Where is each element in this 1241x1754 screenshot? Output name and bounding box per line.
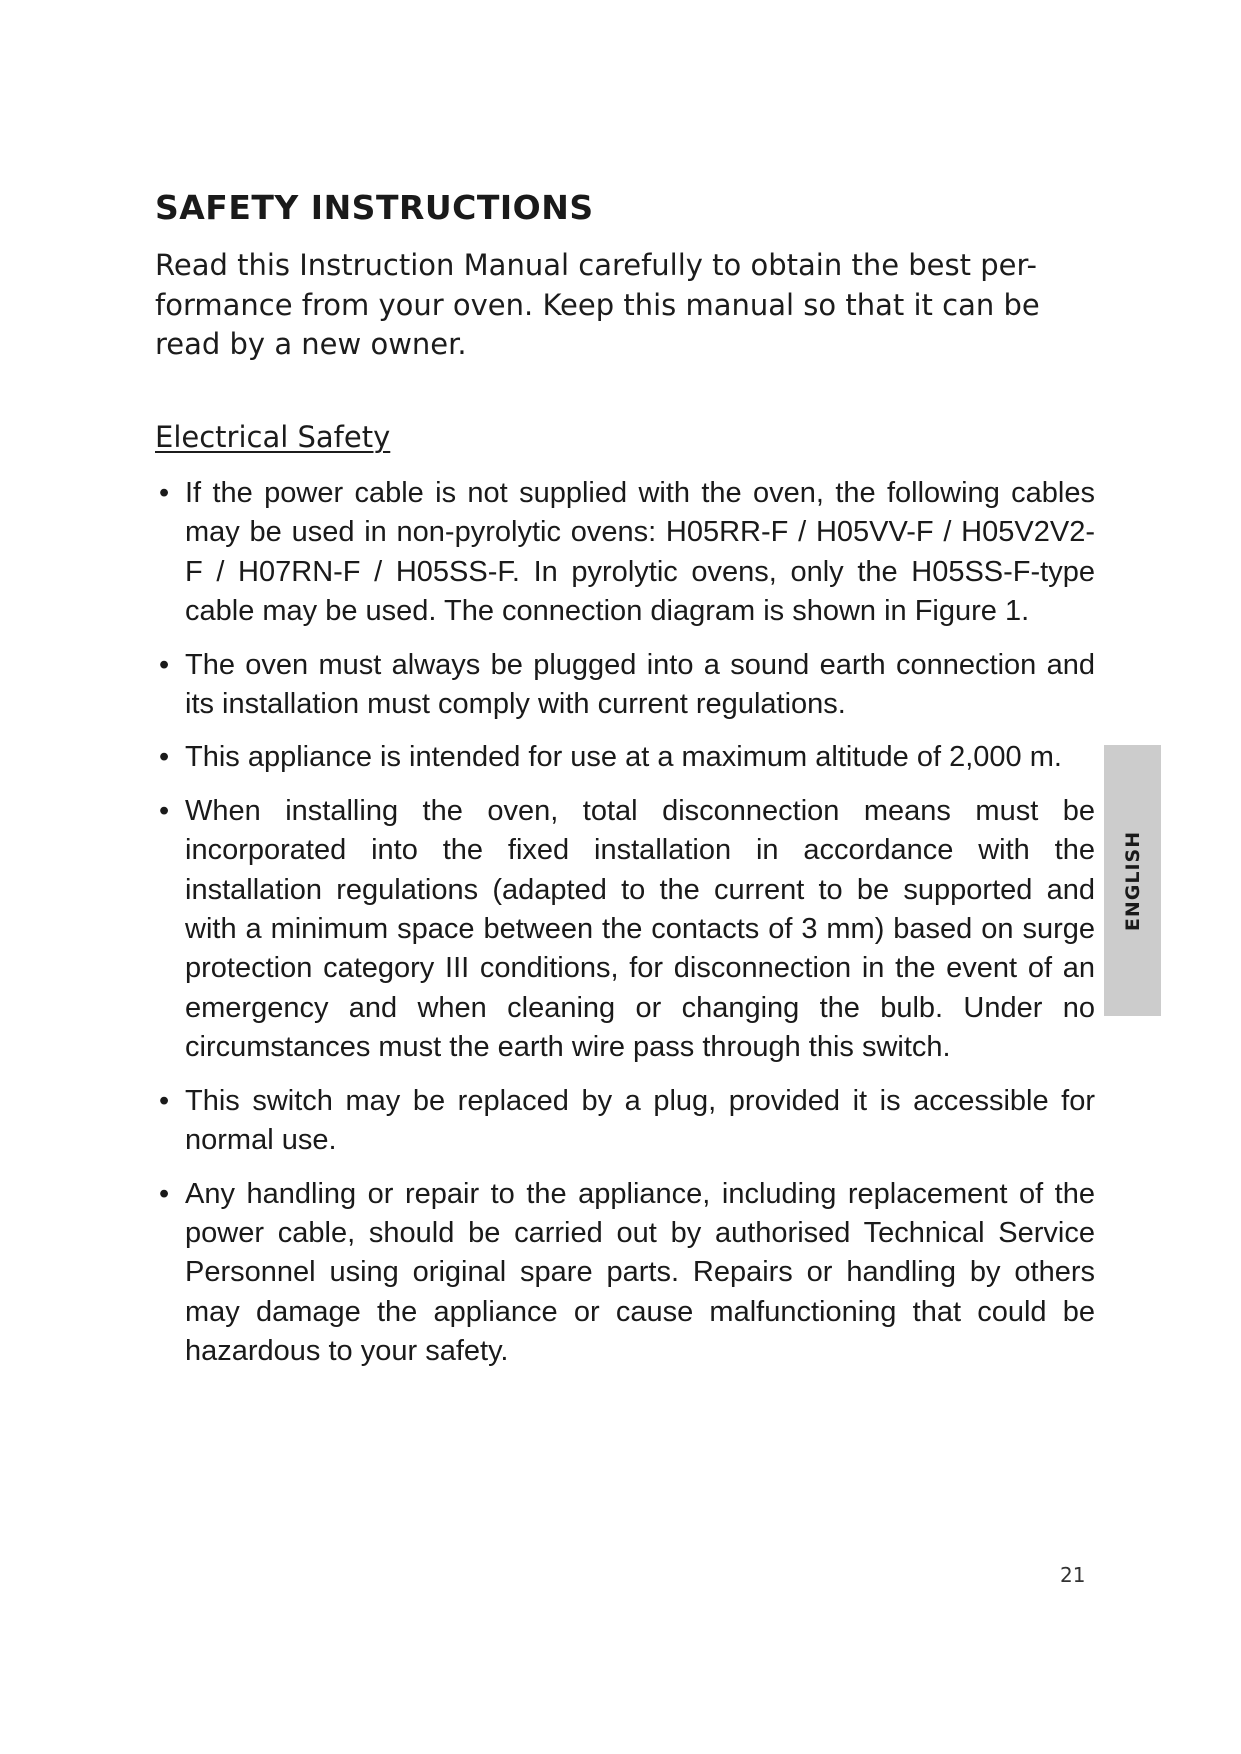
list-item-text: This switch may be replaced by a plug, provided it is accessible for normal use. <box>185 1084 1095 1157</box>
list-item-text: This appliance is intended for use at a maximum altitude of 2,000 m. <box>185 741 1062 774</box>
list-item <box>155 474 1095 632</box>
list-item <box>155 792 1095 1068</box>
list-item-text: Any handling or repair to the appliance, including replacement of the power cable, should be carried out by authorised Technical Service Personnel using original spare parts. Repairs or handling by others may damage the appliance or cause malfunctioning that could be hazardous to your safety. <box>185 1177 1095 1368</box>
intro-paragraph: Read this Instruction Manual carefully to obtain the best per-formance from your oven. Keep this manual so that it can be read by a new owner. <box>155 248 1040 361</box>
bullet-icon: • <box>159 648 170 681</box>
bullet-icon: • <box>159 477 170 509</box>
bullet-icon: • <box>159 741 170 774</box>
list-item-text: When installing the oven, total disconnection means must be incorporated into the fixed installation in accordance with the installation regulations (adapted to the current to be supported and with a minimum space between the contacts of 3 mm) based on surge protection category III conditions, for disconnection in the event of an emergency and when cleaning or changing the bulb. Under no circumstances must the earth wire pass through this switch. <box>185 794 1095 1064</box>
bullet-icon: • <box>159 1084 170 1117</box>
bullet-icon: • <box>159 794 170 827</box>
page-number: 21 <box>1060 1563 1086 1587</box>
list-item <box>155 1175 1095 1372</box>
list-item-text: The oven must always be plugged into a sound earth connection and its installation must comply with current regulations. <box>185 648 1095 721</box>
electrical-safety-list <box>155 474 1095 1386</box>
language-tab <box>1104 745 1161 1016</box>
list-item <box>155 738 1095 777</box>
list-item <box>155 1082 1095 1161</box>
list-item <box>155 646 1095 725</box>
section-heading-electrical-safety: Electrical Safety <box>155 420 391 454</box>
page-title: SAFETY INSTRUCTIONS <box>155 188 594 227</box>
bullet-icon: • <box>159 1177 170 1210</box>
language-tab-label: ENGLISH <box>1121 830 1144 931</box>
list-item-text: If the power cable is not supplied with the oven, the following cables may be used in non-pyrolytic ovens: H05RR-F / H05VV-F / H05V2V2-F / H07RN-F / H05SS-F. In pyrolytic ovens, only the H05SS-F-type cable may be used. The connection diagram is shown in Figure 1. <box>185 477 1095 628</box>
